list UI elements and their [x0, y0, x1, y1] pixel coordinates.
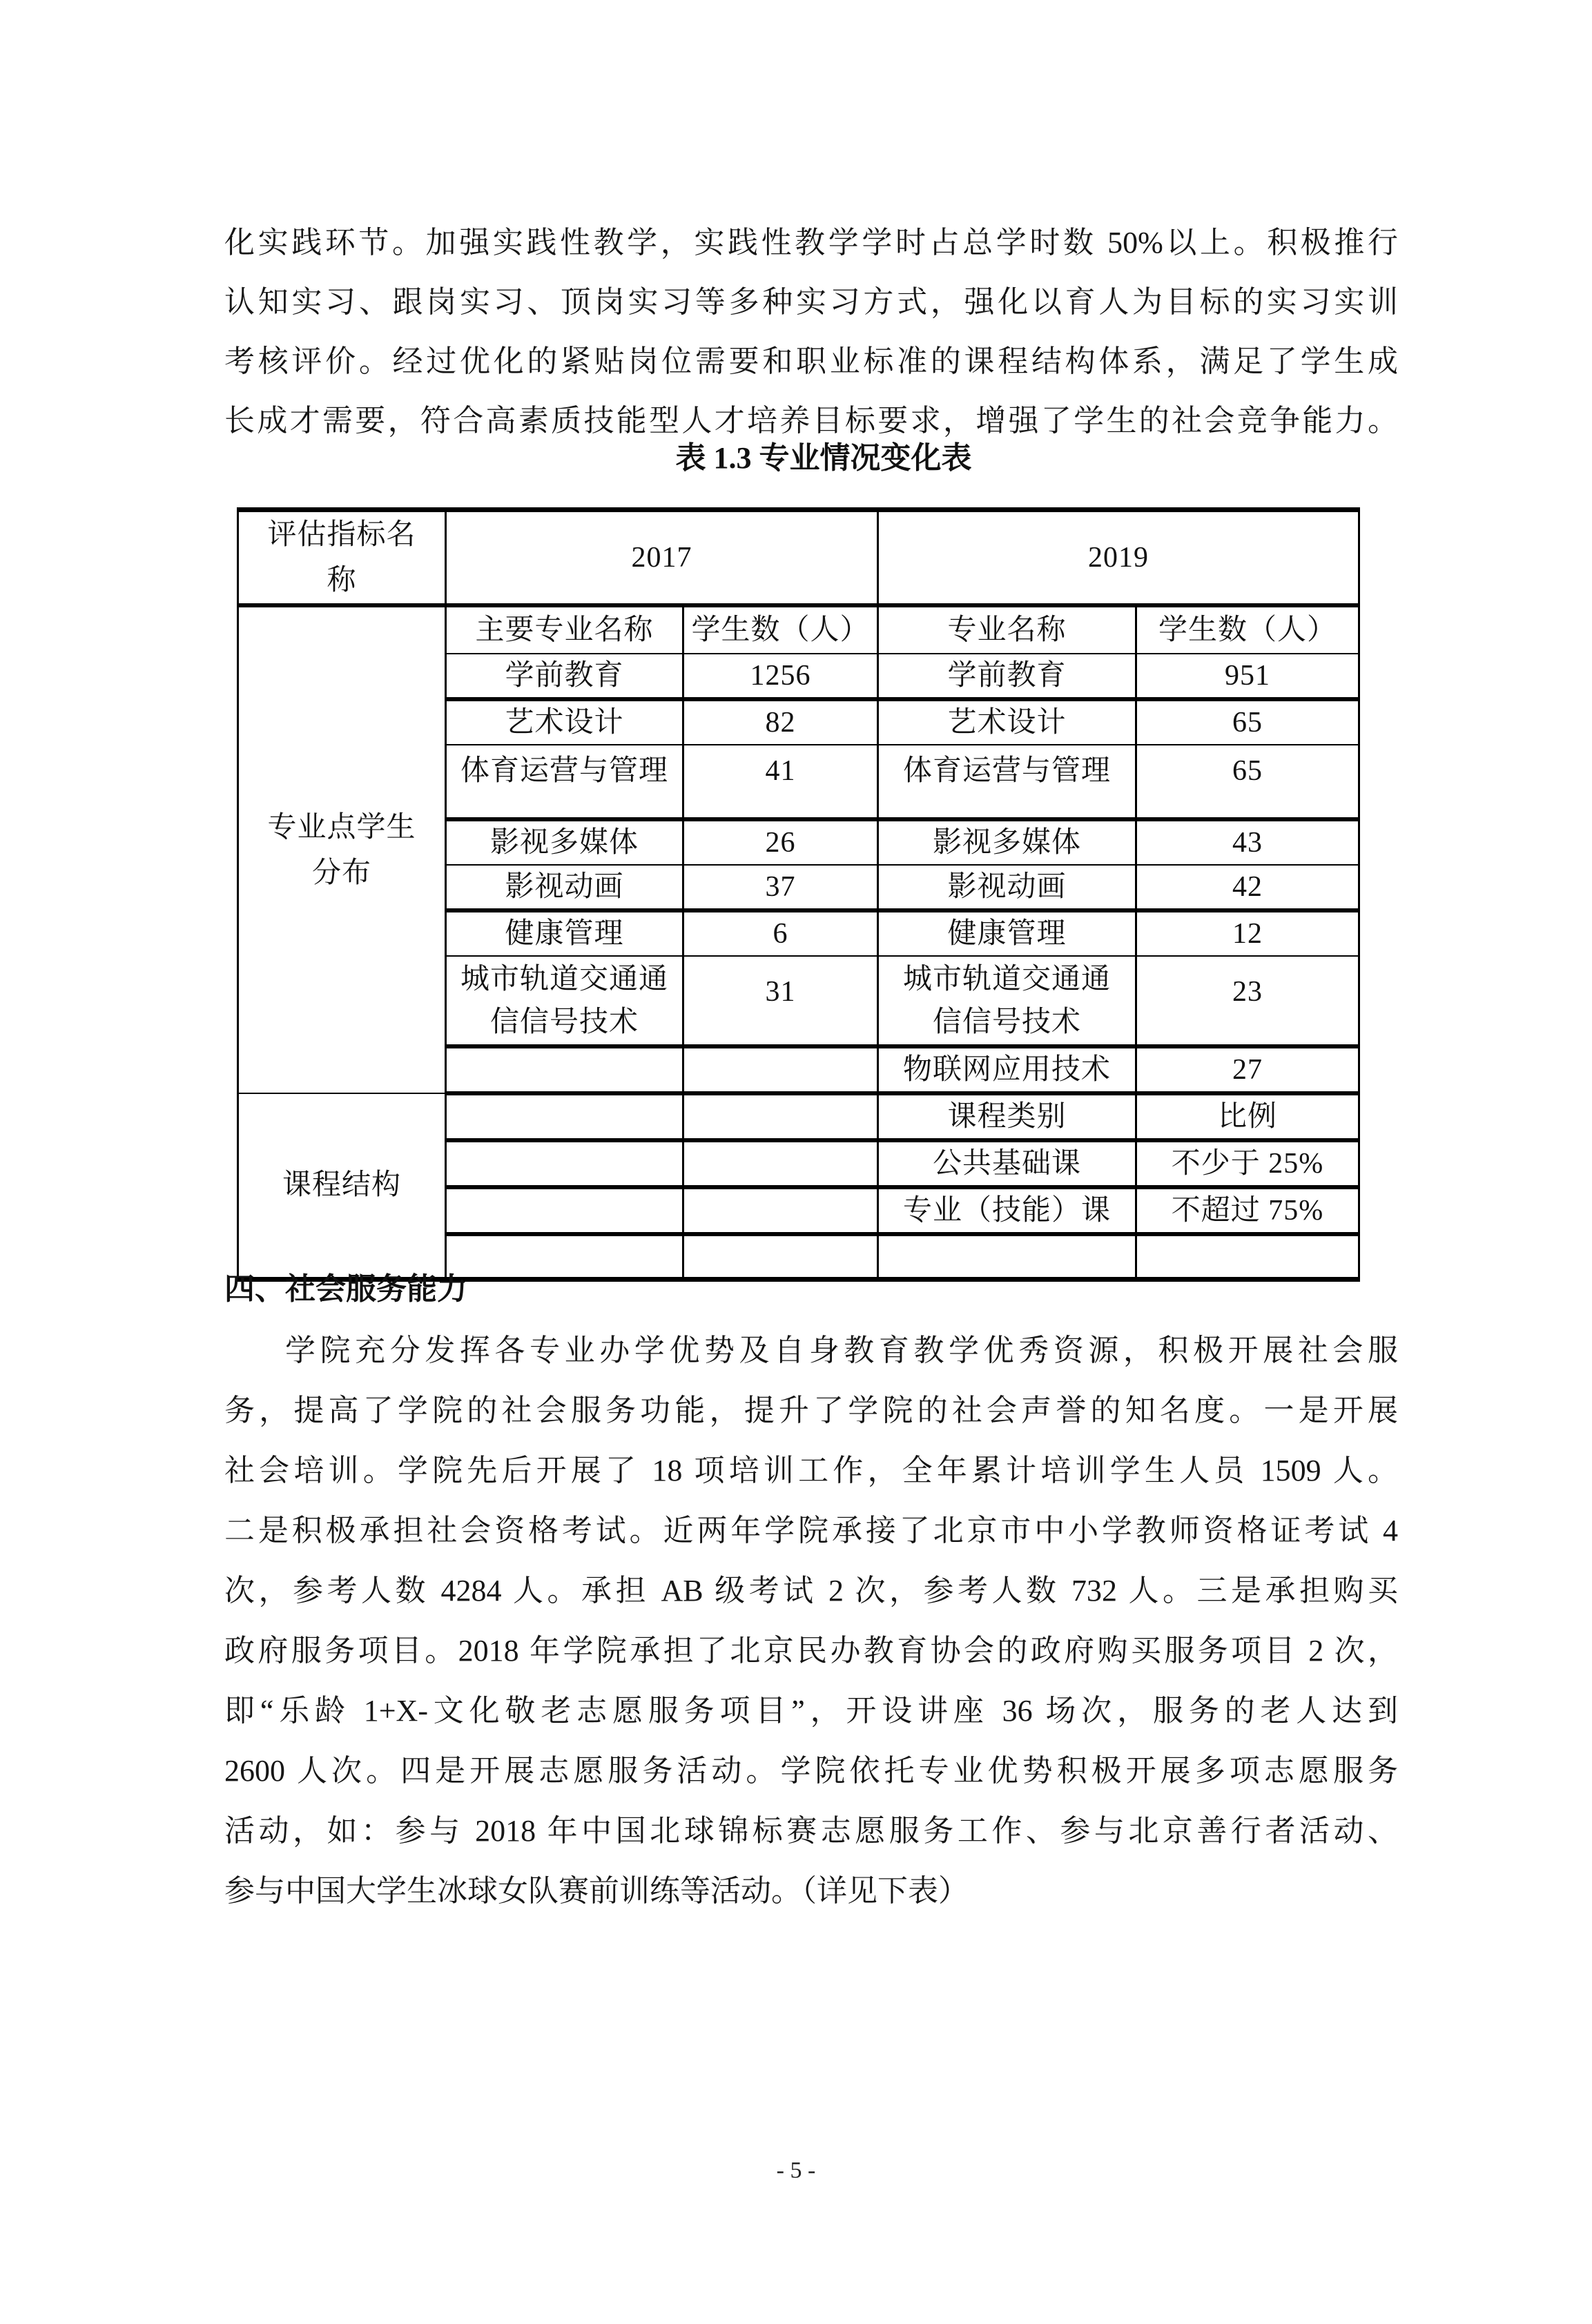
table-row: 城市轨道交通通信信号技术 31 城市轨道交通通信信号技术 23: [238, 956, 1359, 1046]
subheader-2017-major: 主要专业名称: [446, 605, 683, 654]
text-line: 政府服务项目。2018 年学院承担了北京民办教育协会的政府购买服务项目 2 次，: [224, 1634, 1398, 1668]
subheader-2017-count: 学生数（人）: [683, 605, 878, 654]
subheader-2019-count: 学生数（人）: [1136, 605, 1359, 654]
text-line: 2600 人次。四是开展志愿服务活动。学院依托专业优势积极开展多项志愿服务: [224, 1754, 1398, 1788]
subheader-2019-major: 专业名称: [878, 605, 1136, 654]
label-course-structure-cell: [238, 1093, 446, 1279]
text-line: 参与中国大学生冰球女队赛前训练等活动。（详见下表）: [224, 1874, 969, 1908]
table-row: 艺术设计 82 艺术设计 65: [238, 699, 1359, 745]
course-structure-row: 专业（技能）课 不超过 75%: [238, 1187, 1359, 1234]
table-row: 影视动画 37 影视动画 42: [238, 865, 1359, 910]
text-line: 化实践环节。加强实践性教学，实践性教学学时占总学时数 50%以上。积极推行: [224, 226, 1398, 260]
text-line: 活动，如：参与 2018 年中国北球锦标赛志愿服务工作、参与北京善行者活动、: [224, 1814, 1398, 1848]
table-row: 影视多媒体 26 影视多媒体 43: [238, 819, 1359, 865]
paragraph-1: [224, 213, 1398, 451]
header-indicator-label: 评估指标名称: [267, 519, 416, 596]
text-line: 学院充分发挥各专业办学优势及自身教育教学优秀资源，积极开展社会服: [285, 1334, 1398, 1367]
text-line: 长成才需要，符合高素质技能型人才培养目标要求，增强了学生的社会竞争能力。: [224, 404, 1398, 438]
table-row: 物联网应用技术 27: [238, 1046, 1359, 1093]
course-structure-row: 公共基础课 不少于 25%: [238, 1140, 1359, 1187]
text-line: 社会培训。学院先后开展了 18 项培训工作，全年累计培训学生人员 1509 人。: [224, 1454, 1398, 1487]
table-row: 学前教育 1256 学前教育 951: [238, 654, 1359, 699]
table-title: 表 1.3 专业情况变化表: [675, 441, 972, 475]
table-header-row: [238, 510, 1359, 606]
majors-table: [237, 507, 1360, 1282]
label-course-structure: 课程结构: [282, 1169, 401, 1202]
page-number: - 5 -: [776, 2158, 816, 2183]
label-distribution: 专业点学生分布: [267, 811, 416, 889]
text-line: 次，参考人数 4284 人。承担 AB 级考试 2 次，参考人数 732 人。三是承担购买: [224, 1574, 1398, 1608]
paragraph-2: [224, 1320, 1398, 1921]
text-line: 认知实习、跟岗实习、顶岗实习等多种实习方式，强化以育人为目标的实习实训: [224, 285, 1398, 319]
section-heading: 四、社会服务能力: [224, 1272, 467, 1306]
table-subheader-row: [238, 605, 1359, 654]
major-name: 城市轨道交通通信信号技术: [902, 963, 1111, 1038]
table-row: 健康管理 6 健康管理 12: [238, 910, 1359, 956]
text-line: 即“乐龄 1+X-文化敬老志愿服务项目”，开设讲座 36 场次，服务的老人达到: [224, 1694, 1398, 1728]
major-name: 城市轨道交通通信信号技术: [460, 963, 668, 1038]
text-line: 二是积极承担社会资格考试。近两年学院承接了北京市中小学教师资格证考试 4: [224, 1514, 1398, 1547]
text-line: 务，提高了学院的社会服务功能，提升了学院的社会声誉的知名度。一是开展: [224, 1394, 1398, 1427]
header-indicator-cell: [238, 510, 446, 606]
course-structure-row: 课程结构 课程类别 比例: [238, 1093, 1359, 1140]
header-year-2019: 2019: [878, 510, 1359, 606]
label-distribution-cell: [238, 605, 446, 1093]
text-line: 考核评价。经过优化的紧贴岗位需要和职业标准的课程结构体系，满足了学生成: [224, 344, 1398, 378]
header-year-2017: 2017: [446, 510, 878, 606]
table-row: 体育运营与管理 41 体育运营与管理 65: [238, 745, 1359, 819]
